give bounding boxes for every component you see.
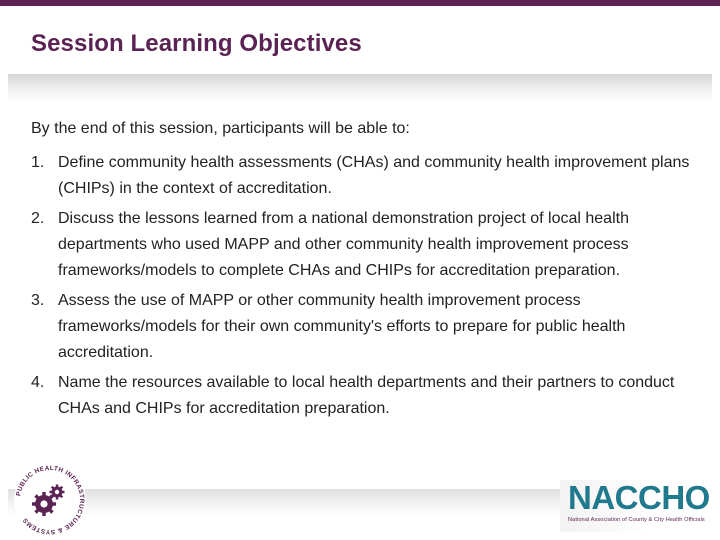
footer-band	[8, 489, 568, 515]
title-underline-band	[8, 74, 712, 102]
top-accent-bar	[0, 0, 720, 6]
list-item	[31, 206, 706, 284]
list-text: Assess the use of MAPP or other community health improvement process frameworks/models for their own community's efforts to prepare for public health accreditation.	[58, 292, 626, 361]
naccho-logo	[568, 481, 708, 529]
naccho-tagline: National Association of County & City Health Officials	[568, 517, 705, 523]
list-item	[31, 370, 706, 422]
list-number: 1.	[31, 154, 45, 171]
slide-title: Session Learning Objectives	[31, 30, 362, 57]
public-health-infrastructure-seal	[12, 462, 88, 538]
list-number: 2.	[31, 210, 45, 227]
list-text: Discuss the lessons learned from a national demonstration project of local health departments who used MAPP and other community health improvement process frameworks/models to complete CHAs and CHIPs for accreditation preparation.	[58, 210, 629, 279]
list-number: 4.	[31, 374, 45, 391]
objectives-list	[31, 150, 706, 422]
list-text: Define community health assessments (CHAs) and community health improvement plans (CHIPs) in the context of accreditation.	[58, 154, 690, 197]
list-item	[31, 150, 706, 202]
intro-text: By the end of this session, participants will be able to:	[31, 120, 410, 137]
gear-icon	[50, 485, 65, 500]
slide-body	[31, 118, 706, 426]
seal-text: PUBLIC HEALTH INFRASTRUCTURE & SYSTEMS	[15, 464, 86, 536]
naccho-wordmark: NACCHO	[568, 479, 710, 516]
list-item	[31, 288, 706, 366]
list-text: Name the resources available to local health departments and their partners to conduct CHAs and CHIPs for accreditation preparation.	[58, 374, 675, 417]
list-number: 3.	[31, 292, 45, 309]
